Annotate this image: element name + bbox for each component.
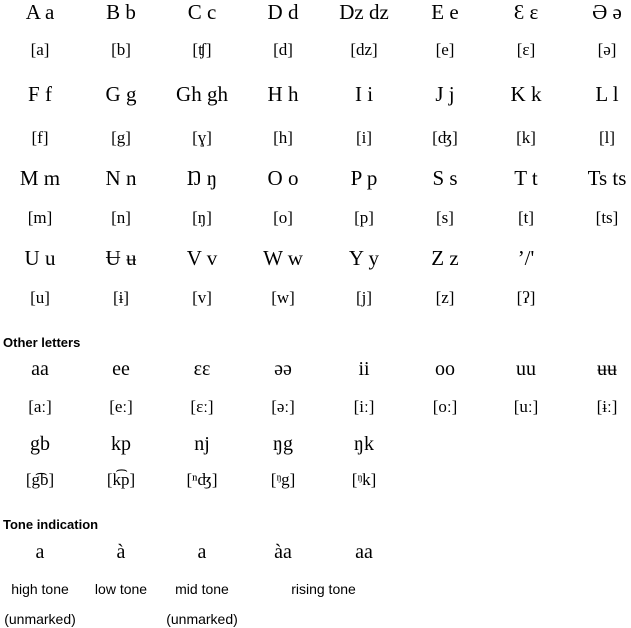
ipa-open-e: [ɛ] [516,40,536,59]
letter-l: L l [595,82,619,106]
tone-label-rising: rising tone [291,581,356,597]
letter-schwa: Ə ə [592,0,622,24]
letter-barred-uu: ʉʉ [597,358,617,380]
ipa-b: [b] [111,40,131,59]
letter-open-ee: ɛɛ [193,358,211,380]
ipa-nk: [ᵑk] [351,470,377,489]
ipa-j: [ʤ] [432,128,458,147]
tone-note-high: (unmarked) [4,611,76,627]
letter-e: E e [431,0,459,24]
letter-ts: Ts ts [587,166,627,190]
tone-example-low: à [116,541,126,563]
letter-c: C c [187,0,217,24]
ipa-u: [u] [30,288,50,307]
letter-ng: ŋg [273,433,293,455]
letter-f: F f [28,82,52,106]
ipa-nj: [ⁿʤ] [186,470,218,489]
tone-label-mid: mid tone [175,581,229,597]
ipa-n: [n] [111,208,131,227]
ipa-ng: [ᵑg] [270,470,296,489]
ipa-t: [t] [517,208,535,227]
tone-example-high: a [35,541,45,563]
letter-t: T t [514,166,538,190]
letter-y: Y y [348,246,380,270]
letter-uu: uu [516,358,536,380]
letter-p: P p [350,166,378,190]
letter-m: M m [19,166,61,190]
letter-ii: ii [358,358,370,380]
ipa-a: [a] [30,40,50,59]
ipa-h: [h] [273,128,293,147]
letter-i: I i [354,82,374,106]
ipa-glottal-stop: [ʔ] [516,288,536,307]
letter-nj: nj [194,433,210,455]
letter-aa: aa [31,358,49,380]
letter-u: U u [24,246,56,270]
letter-dz: Dz dz [339,0,389,24]
tone-label-high: high tone [11,581,69,597]
ipa-dz: [dz] [350,40,378,59]
ipa-s: [s] [436,208,454,227]
ipa-p: [p] [354,208,374,227]
letter-n: N n [105,166,137,190]
letter-k: K k [510,82,542,106]
letter-barred-u: Ʉ ʉ [105,246,137,270]
ipa-l: [l] [598,128,616,147]
ipa-uu: [uː] [513,397,539,416]
tone-label-low: low tone [94,581,148,597]
letter-a: A a [25,0,55,24]
letter-nk: ŋk [354,433,374,455]
letter-gh: Gh gh [176,82,228,106]
tone-example-rising-marked: àa [274,541,292,563]
ipa-g: [g] [111,128,131,147]
tone-note-mid: (unmarked) [166,611,238,627]
letter-j: J j [435,82,455,106]
ipa-eng: [ŋ] [192,208,212,227]
ipa-ii: [iː] [353,397,375,416]
ipa-open-ee: [ɛː] [190,397,214,416]
letter-g: G g [105,82,137,106]
ipa-d: [d] [273,40,293,59]
ipa-aa: [aː] [28,397,52,416]
ipa-e: [e] [435,40,455,59]
letter-v: V v [186,246,218,270]
ipa-gh: [ɣ] [192,128,212,147]
ipa-barred-uu: [ɨː] [596,397,618,416]
ipa-y: [j] [355,288,373,307]
ipa-i: [i] [355,128,373,147]
letter-eng: Ŋ ŋ [186,166,218,190]
ipa-z: [z] [435,288,455,307]
letter-schwa-schwa: əə [274,358,292,380]
ipa-k: [k] [516,128,536,147]
ipa-kp: [k͡p] [106,470,136,489]
letter-b: B b [106,0,136,24]
ipa-c: [ʧ] [192,40,212,59]
ipa-ts: [ts] [595,208,619,227]
letter-kp: kp [111,433,131,455]
ipa-ee: [eː] [109,397,133,416]
tone-example-rising-plain: aa [355,541,373,563]
letter-ee: ee [112,358,130,380]
tone-example-mid: a [197,541,207,563]
letter-d: D d [267,0,299,24]
ipa-m: [m] [27,208,53,227]
letter-apostrophe: ’/' [517,246,535,270]
ipa-gb: [g͡b] [25,470,55,489]
letter-gb: gb [30,433,50,455]
other-letters-heading: Other letters [3,335,81,350]
ipa-v: [v] [192,288,212,307]
letter-open-e: Ɛ ɛ [513,0,539,24]
ipa-barred-u: [ɨ] [112,288,130,307]
letter-o: O o [267,166,299,190]
letter-z: Z z [431,246,459,270]
letter-oo: oo [435,358,455,380]
ipa-oo: [oː] [432,397,458,416]
letter-w: W w [263,246,303,270]
letter-h: H h [267,82,299,106]
ipa-schwa: [ə] [597,40,617,59]
ipa-o: [o] [273,208,293,227]
ipa-w: [w] [271,288,295,307]
tone-heading: Tone indication [3,517,99,532]
letter-s: S s [432,166,458,190]
ipa-f: [f] [31,128,49,147]
ipa-schwa-schwa: [əː] [271,397,295,416]
